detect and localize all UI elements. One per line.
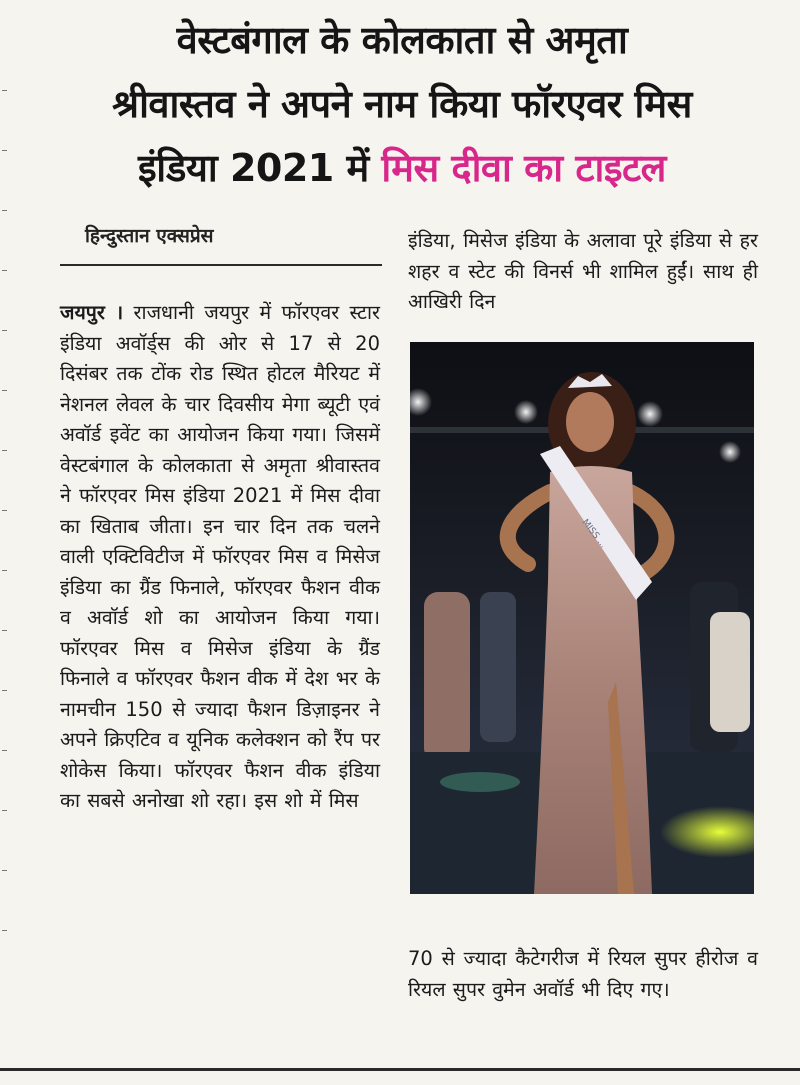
headline-line-1: वेस्टबंगाल के कोलकाता से अमृता — [176, 18, 628, 62]
headline-line-3-prefix: इंडिया 2021 में — [138, 146, 382, 190]
winner-photo-illustration — [410, 342, 754, 894]
article-headline-block — [24, 8, 780, 200]
dateline: जयपुर । — [60, 301, 124, 324]
article-column-left — [60, 298, 380, 817]
article-column-right-bottom: 70 से ज्यादा कैटेगरीज में रियल सुपर हीरोज व रियल सुपर वुमेन अवॉर्ड भी दिए गए। — [408, 947, 758, 1001]
left-column-text: राजधानी जयपुर में फॉरएवर स्टार इंडिया अवॉर्ड्स की ओर से 17 से 20 दिसंबर तक टोंक रोड स्थित होटल मैरियट में नेशनल लेवल के चार दिवसीय मेगा ब्यूटी एवं अवॉर्ड इवेंट का आयोजन किया गया। जिसमें वेस्टबंगाल के कोलकाता से अमृता श्रीवास्तव ने फॉरएवर मिस इंडिया 2021 में मिस दीवा का खिताब जीता। इन चार दिन तक चलने वाली एक्टिविटीज में फॉरएवर मिस व मिसेज इंडिया का ग्रैंड फिनाले, फॉरएवर फैशन वीक व अवॉर्ड शो का आयोजन किया गया। फॉरएवर मिस व मिसेज इंडिया के ग्रैंड फिनाले व फॉरएवर फैशन वीक में देश भर के नामचीन 150 से ज्यादा फैशन डिज़ाइनर ने अपने क्रिएटिव व यूनिक कलेक्शन को रैंप पर शोकेस किया। फॉरएवर फैशन वीक इंडिया का सबसे अनोखा शो रहा। इस शो में मिस — [60, 301, 380, 812]
byline-rule — [60, 264, 382, 266]
page-bottom-rule — [0, 1068, 800, 1071]
byline: हिन्दुस्तान एक्सप्रेस — [85, 225, 214, 247]
sash-text: MISS ... — [579, 517, 609, 551]
headline-line-2: श्रीवास्तव ने अपने नाम किया फॉरएवर मिस — [112, 82, 692, 126]
article-column-right-top: इंडिया, मिसेज इंडिया के अलावा पूरे इंडिया से हर शहर व स्टेट की विनर्स भी शामिल हुईं। साथ ही आखिरी दिन — [408, 229, 758, 313]
margin-ticks — [2, 90, 8, 990]
headline-highlight: मिस दीवा का टाइटल — [381, 146, 666, 190]
winner-photo — [410, 342, 754, 894]
headline — [24, 8, 780, 200]
